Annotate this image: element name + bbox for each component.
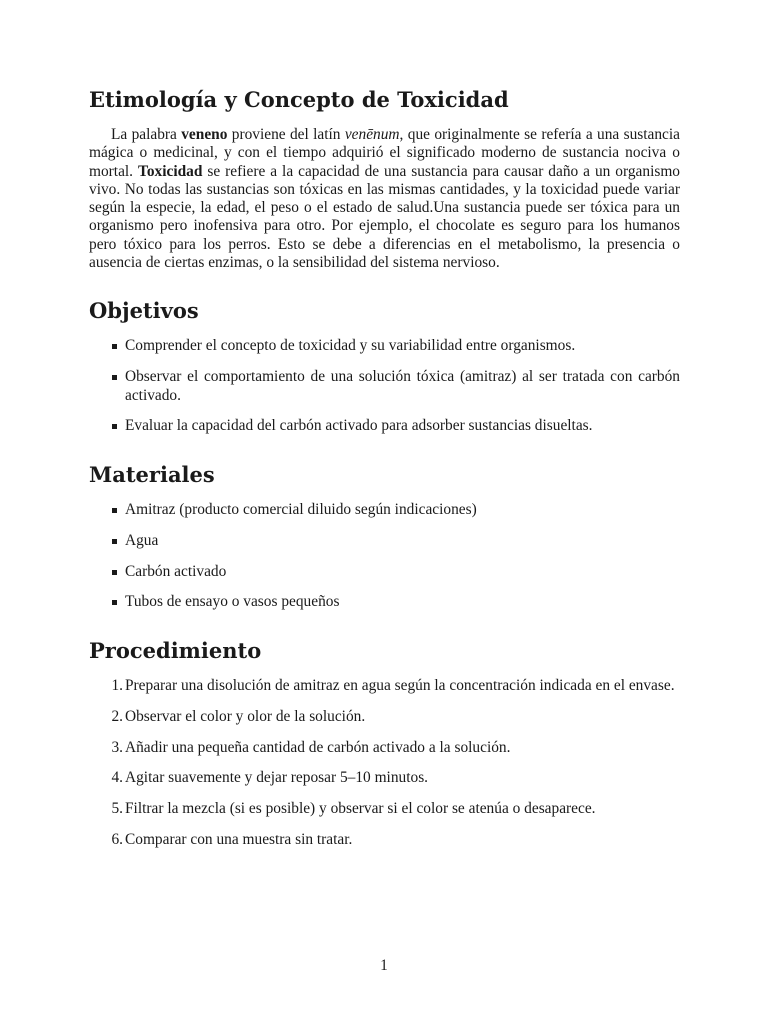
section-procedimiento	[89, 637, 680, 850]
term-veneno: veneno	[181, 126, 228, 143]
list-item-text: Agua	[125, 531, 159, 549]
list-item	[89, 501, 680, 519]
list-item-text: Añadir una pequeña cantidad de carbón activado a la solución.	[125, 738, 511, 756]
list-item	[89, 593, 680, 611]
section-heading-procedimiento: Procedimiento	[89, 637, 262, 663]
step-number: 4.	[111, 769, 123, 787]
section-heading-materiales: Materiales	[89, 461, 215, 487]
bullet-icon	[112, 424, 117, 429]
list-item-text: Tubos de ensayo o vasos pequeños	[125, 593, 340, 611]
step-number: 6.	[111, 831, 123, 849]
intro-text: proviene del latín	[227, 126, 345, 143]
list-item	[89, 677, 680, 695]
list-item-text: Observar el color y olor de la solución.	[125, 707, 366, 725]
list-item-text: Carbón activado	[125, 562, 227, 580]
list-item	[89, 800, 680, 818]
materiales-list	[89, 501, 680, 612]
step-number: 5.	[111, 800, 123, 818]
list-item	[89, 769, 680, 787]
step-number: 2.	[111, 707, 123, 725]
document-page	[89, 86, 680, 862]
list-item-text: Comparar con una muestra sin tratar.	[125, 831, 353, 849]
intro-text: , que originalmente se refería a una sustancia mágica o medicinal, y con el tiempo adquirió el significado moderno de sustancia nociva o mortal.	[89, 126, 680, 180]
list-item	[89, 368, 680, 405]
list-item	[89, 417, 680, 435]
objetivos-list	[89, 337, 680, 435]
list-item	[89, 532, 680, 550]
list-item	[89, 563, 680, 581]
section-objetivos	[89, 297, 680, 435]
list-item	[89, 831, 680, 849]
intro-text: se refiere a la capacidad de una sustancia para causar daño a un organismo vivo. No todas las sustancias son tóxicas en las mismas cantidades, y la toxicidad puede variar según la especie, la edad, el peso o el estado de salud.Una sustancia puede ser tóxica para un organismo pero inofensiva para otro. Por ejemplo, el chocolate es seguro para los humanos pero tóxico para los perros. Esto se debe a diferencias en el metabolismo, la presencia o ausencia de ciertas enzimas, o la sensibilidad del sistema nervioso.	[89, 162, 680, 272]
bullet-icon	[112, 508, 117, 513]
page-number: 1	[380, 957, 388, 974]
bullet-icon	[112, 600, 117, 605]
procedimiento-list	[89, 677, 680, 850]
list-item-text: Agitar suavemente y dejar reposar 5–10 minutos.	[125, 769, 429, 787]
intro-paragraph	[89, 126, 680, 272]
list-item	[89, 708, 680, 726]
list-item-text: Amitraz (producto comercial diluido según indicaciones)	[125, 500, 477, 518]
list-item-text: Preparar una disolución de amitraz en agua según la concentración indicada en el envase.	[125, 676, 675, 694]
bullet-icon	[112, 375, 117, 380]
bullet-icon	[112, 570, 117, 575]
bullet-icon	[112, 344, 117, 349]
term-toxicidad: Toxicidad	[137, 162, 203, 180]
bullet-icon	[112, 539, 117, 544]
step-number: 1.	[111, 676, 123, 694]
intro-text: La palabra	[111, 126, 182, 143]
list-item-text: Evaluar la capacidad del carbón activado para adsorber sustancias disueltas.	[125, 417, 593, 435]
list-item-text: Comprender el concepto de toxicidad y su variabilidad entre organismos.	[125, 337, 576, 355]
list-item	[89, 739, 680, 757]
list-item-text: Observar el comportamiento de una solución tóxica (amitraz) al ser tratada con carbón activado.	[125, 368, 680, 404]
section-heading-etimologia: Etimología y Concepto de Toxicidad	[89, 87, 509, 112]
list-item-text: Filtrar la mezcla (si es posible) y observar si el color se atenúa o desaparece.	[125, 800, 596, 818]
section-materiales	[89, 461, 680, 612]
term-venenum: venēnum	[344, 126, 400, 143]
list-item	[89, 337, 680, 355]
step-number: 3.	[111, 738, 123, 756]
section-heading-objetivos: Objetivos	[89, 298, 199, 324]
